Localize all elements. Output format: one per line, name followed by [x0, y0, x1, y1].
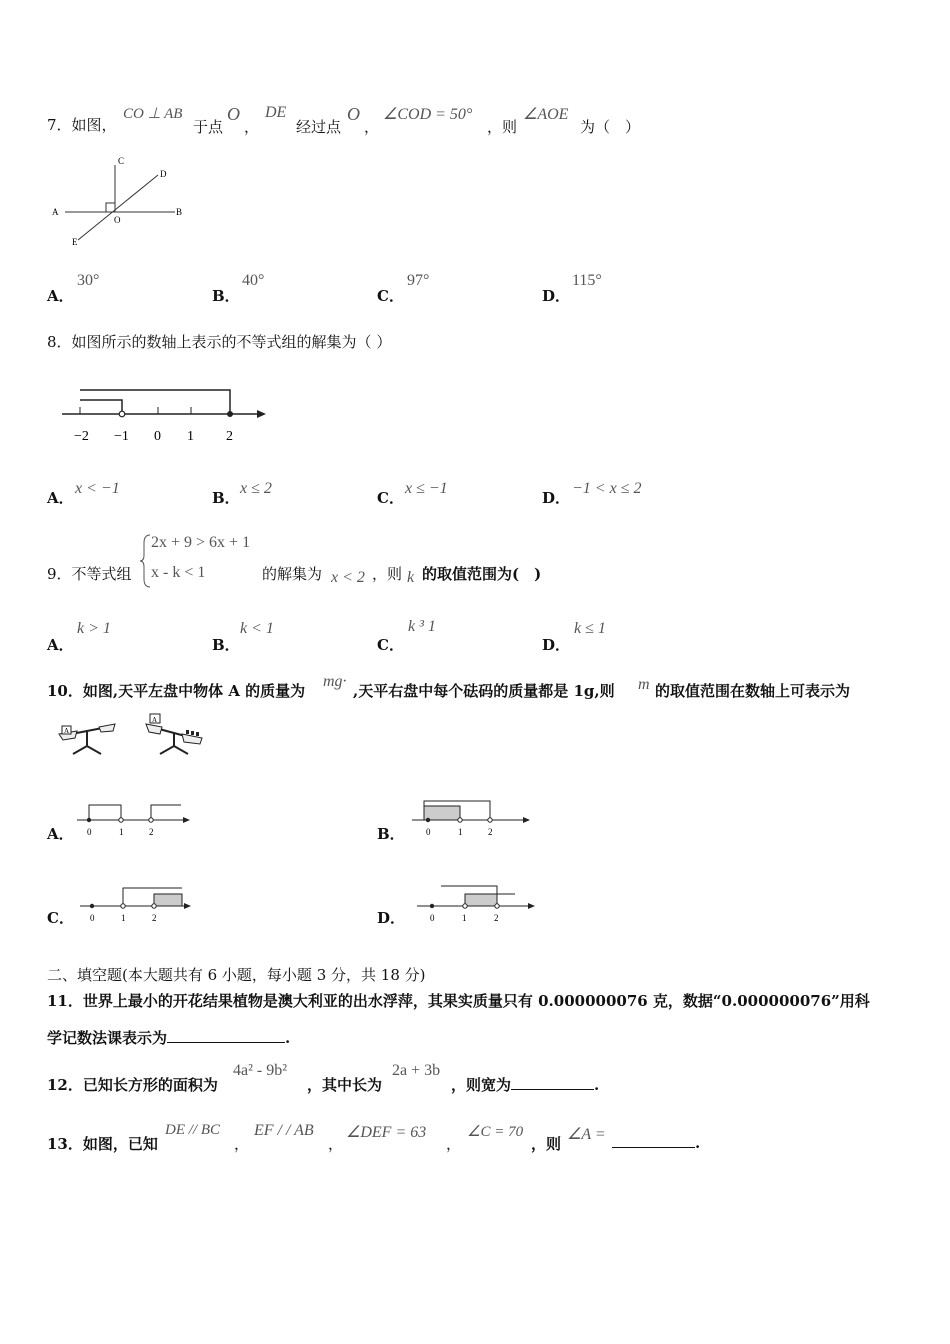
q10-c-tick-2: 2: [152, 913, 157, 923]
q10-option-b-number-line: [410, 797, 535, 842]
q10-text-1: 10．如图,天平左盘中物体 A 的质量为: [47, 682, 306, 700]
q12-math-area: 4a² - 9b²: [233, 1062, 288, 1079]
q9-option-a-value: k > 1: [77, 620, 111, 637]
q10-option-c-label[interactable]: C．: [47, 909, 74, 927]
q10-option-a-label[interactable]: A．: [47, 825, 74, 843]
q10-b-tick-0: 0: [426, 827, 431, 837]
q13-text-1: 13．如图，已知: [47, 1135, 158, 1153]
q10-option-a-number-line: [75, 800, 195, 842]
q9-option-c-label[interactable]: C．: [377, 636, 404, 654]
q7-fig-label-b: B: [176, 207, 183, 217]
q10-option-b-label[interactable]: B．: [377, 825, 405, 843]
q9-stem-start: 9．不等式组: [47, 565, 132, 583]
q9-text-3: 的取值范围为( ): [422, 565, 542, 583]
q10-option-d-number-line: [415, 882, 540, 927]
q8-option-c-label[interactable]: C．: [377, 489, 404, 507]
q7-num: 7．: [47, 116, 72, 134]
q8-option-b-label[interactable]: B．: [212, 489, 240, 507]
q9-option-b-value: k < 1: [240, 620, 274, 637]
q8-tick-0: 0: [154, 429, 161, 444]
q13-sep-2: ，: [328, 1135, 344, 1153]
q8-tick-1: 1: [187, 429, 194, 444]
q12-text-3: [451, 1074, 599, 1095]
q9-math-x-lt-2: x < 2: [331, 569, 365, 586]
q10-b-tick-2: 2: [488, 827, 493, 837]
q12-text-2: ，其中长为: [307, 1076, 383, 1094]
q11-end: .: [285, 1029, 291, 1047]
q13-text-2: ，则: [531, 1135, 562, 1153]
q7-fig-label-d: D: [160, 169, 167, 179]
q13-answer: [612, 1133, 700, 1152]
q10-a-tick-1: 1: [119, 827, 124, 837]
q8-option-a-label[interactable]: A．: [47, 489, 74, 507]
q12-answer-blank[interactable]: [511, 1075, 594, 1090]
q11-answer-blank[interactable]: [167, 1028, 285, 1043]
q13-math-angle-def: ∠DEF = 63: [346, 1124, 427, 1141]
q8-tick-neg2: −2: [74, 429, 89, 444]
q10-d-tick-1: 1: [462, 913, 467, 923]
q7-option-b-label[interactable]: B．: [212, 287, 240, 305]
q12-end: .: [594, 1076, 600, 1094]
q12-text-3-label: ，则宽为: [451, 1076, 512, 1094]
q8-option-c-value: x ≤ −1: [405, 480, 448, 497]
q7-fig-label-a: A: [52, 207, 59, 217]
q10-text-3: 的取值范围在数轴上可表示为: [655, 682, 851, 700]
q9-inequality-1: 2x + 9 > 6x + 1: [151, 534, 251, 551]
q9-math-k: k: [407, 569, 415, 586]
q13-sep-1: ，: [234, 1135, 250, 1153]
q13-math-angle-c: ∠C = 70: [467, 1124, 524, 1140]
q7-text-5: ，: [364, 118, 380, 136]
q10-d-tick-0: 0: [430, 913, 435, 923]
q7-math-co-perp-ab: CO ⊥ AB: [123, 106, 183, 122]
q11-line-2: [47, 1027, 290, 1048]
q7-math-angle-aoe: ∠AOE: [523, 106, 569, 123]
q13-end: .: [695, 1134, 701, 1152]
q7-fig-label-o: O: [114, 215, 121, 225]
q7-text-2: 于点: [193, 118, 224, 136]
q7-math-o2: O: [347, 104, 360, 124]
q8-tick-neg1: −1: [114, 429, 129, 444]
q7-option-b-value: 40°: [242, 272, 265, 289]
q7-text-1: 如图，: [71, 116, 117, 134]
q12-math-length: 2a + 3b: [392, 1062, 441, 1079]
q12-text-1: 12．已知长方形的面积为: [47, 1076, 218, 1094]
q7-option-c-value: 97°: [407, 272, 430, 289]
q10-math-mg: mg·: [323, 673, 347, 690]
q9-inequality-2: x - k < 1: [151, 564, 206, 581]
section-2-heading: 二、填空题(本大题共有 6 小题，每小题 3 分，共 18 分): [47, 966, 426, 984]
q10-balance-label-a-2: A: [152, 716, 158, 724]
q10-b-tick-1: 1: [458, 827, 463, 837]
q7-option-c-label[interactable]: C．: [377, 287, 404, 305]
q9-text-2: ，则: [372, 565, 403, 583]
q10-math-m: m: [638, 676, 650, 693]
q11-text: 学记数法课表示为: [47, 1029, 168, 1047]
q8-tick-2: 2: [226, 429, 233, 444]
q7-option-d-label[interactable]: D．: [542, 287, 571, 305]
q8-stem: 8．如图所示的数轴上表示的不等式组的解集为（ ）: [47, 333, 392, 351]
q13-answer-blank[interactable]: [612, 1133, 695, 1148]
q7-figure: [50, 155, 190, 250]
q10-a-tick-0: 0: [87, 827, 92, 837]
q8-option-d-label[interactable]: D．: [542, 489, 571, 507]
q8-option-d-value: −1 < x ≤ 2: [572, 480, 642, 497]
q7-option-d-value: 115°: [572, 272, 602, 289]
q9-option-a-label[interactable]: A．: [47, 636, 74, 654]
q8-option-b-value: x ≤ 2: [240, 480, 272, 497]
q13-math-ef-ab: EF / / AB: [254, 1122, 314, 1139]
q9-text-1: 的解集为: [262, 565, 323, 583]
q10-a-tick-2: 2: [149, 827, 154, 837]
q10-balance-figure-1: [55, 718, 120, 760]
q10-option-d-label[interactable]: D．: [377, 909, 406, 927]
q7-text-3: ，: [244, 118, 260, 136]
q9-option-c-value: k ³ 1: [408, 618, 436, 635]
q10-c-tick-0: 0: [90, 913, 95, 923]
q7-math-de: DE: [265, 104, 287, 121]
q7-fig-label-c: C: [118, 156, 125, 166]
q7-text-4: 经过点: [296, 118, 342, 136]
q7-math-angle-cod: ∠COD = 50°: [383, 106, 473, 123]
q13-sep-3: ，: [446, 1135, 462, 1153]
q13-math-de-bc: DE // BC: [165, 1122, 220, 1138]
q7-math-o: O: [227, 104, 240, 124]
q10-balance-label-a-1: A: [64, 727, 70, 735]
q10-option-c-number-line: [78, 882, 198, 927]
q10-d-tick-2: 2: [494, 913, 499, 923]
q9-option-d-label[interactable]: D．: [542, 636, 571, 654]
q9-option-d-value: k ≤ 1: [574, 620, 606, 637]
q9-option-b-label[interactable]: B．: [212, 636, 240, 654]
q7-text-6: ，则: [487, 118, 518, 136]
q7-fig-label-e: E: [72, 237, 78, 247]
q7-stem: [47, 114, 117, 135]
q8-option-a-value: x < −1: [75, 480, 120, 497]
q10-c-tick-1: 1: [121, 913, 126, 923]
q7-option-a-label[interactable]: A．: [47, 287, 74, 305]
q11-line-1: 11．世界上最小的开花结果植物是澳大利亚的出水浮萍，其果实质量只有 0.000000076 克，数据“0.000000076”用科: [47, 992, 870, 1010]
q10-balance-figure-2: [142, 712, 207, 760]
q13-math-angle-a: ∠A =: [567, 1126, 606, 1143]
q7-option-a-value: 30°: [77, 272, 100, 289]
q10-text-2: ,天平右盘中每个砝码的质量都是 1g,则: [353, 682, 615, 700]
q7-text-7: 为（ ）: [580, 118, 641, 136]
q8-number-line: [60, 385, 270, 445]
